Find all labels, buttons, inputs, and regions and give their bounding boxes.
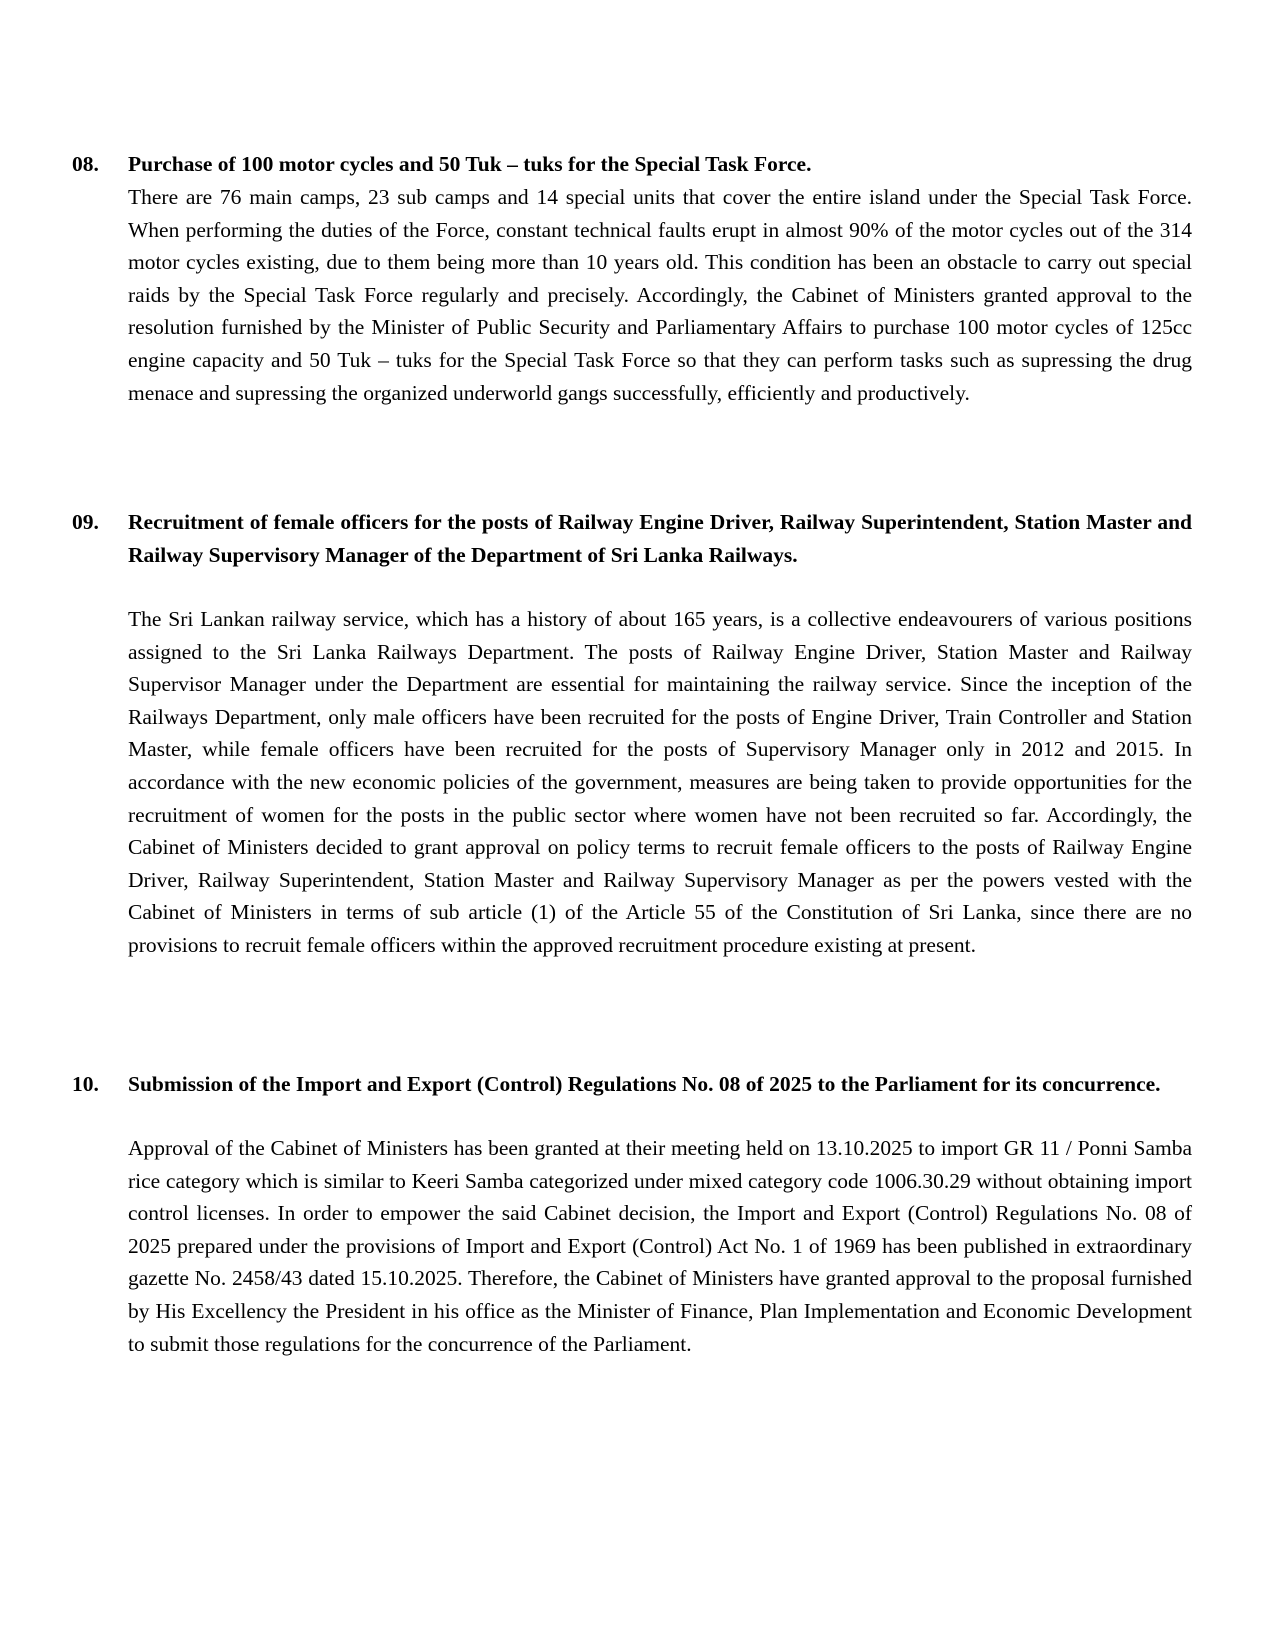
- item-number: 10.: [72, 1072, 99, 1096]
- item-title: Submission of the Import and Export (Control) Regulations No. 08 of 2025 to the Parliament for its concurrence.: [128, 1072, 1161, 1096]
- item-heading: [72, 506, 1192, 572]
- item-number: 09.: [72, 510, 99, 534]
- decision-item-09: [72, 506, 1192, 962]
- decision-item-10: [72, 1068, 1192, 1360]
- item-heading: [72, 1068, 1192, 1101]
- item-body: Approval of the Cabinet of Ministers has been granted at their meeting held on 13.10.2025 to import GR 11 / Ponni Samba rice category which is similar to Keeri Samba categorized under mixed category code 1006.30.29 without obtaining import control licenses. In order to empower the said Cabinet decision, the Import and Export (Control) Regulations No. 08 of 2025 prepared under the provisions of Import and Export (Control) Act No. 1 of 1969 has been published in extraordinary gazette No. 2458/43 dated 15.10.2025. Therefore, the Cabinet of Ministers have granted approval to the proposal furnished by His Excellency the President in his office as the Minister of Finance, Plan Implementation and Economic Development to submit those regulations for the concurrence of the Parliament.: [128, 1136, 1192, 1356]
- item-title: Purchase of 100 motor cycles and 50 Tuk – tuks for the Special Task Force.: [128, 152, 812, 176]
- item-title: Recruitment of female officers for the posts of Railway Engine Driver, Railway Superintendent, Station Master and Railway Supervisory Manager of the Department of Sri Lanka Railways.: [128, 510, 1192, 567]
- decision-item-08: [72, 148, 1192, 409]
- item-number: 08.: [72, 152, 99, 176]
- item-heading: [72, 148, 1192, 181]
- item-body: The Sri Lankan railway service, which has a history of about 165 years, is a collective endeavourers of various positions assigned to the Sri Lanka Railways Department. The posts of Railway Engine Driver, Station Master and Railway Supervisor Manager under the Department are essential for maintaining the railway service. Since the inception of the Railways Department, only male officers have been recruited for the posts of Engine Driver, Train Controller and Station Master, while female officers have been recruited for the posts of Supervisory Manager only in 2012 and 2015. In accordance with the new economic policies of the government, measures are being taken to provide opportunities for the recruitment of women for the posts in the public sector where women have not been recruited so far. Accordingly, the Cabinet of Ministers decided to grant approval on policy terms to recruit female officers to the posts of Railway Engine Driver, Railway Superintendent, Station Master and Railway Supervisory Manager as per the powers vested with the Cabinet of Ministers in terms of sub article (1) of the Article 55 of the Constitution of Sri Lanka, since there are no provisions to recruit female officers within the approved recruitment procedure existing at present.: [128, 607, 1192, 957]
- item-body: There are 76 main camps, 23 sub camps and 14 special units that cover the entire island under the Special Task Force. When performing the duties of the Force, constant technical faults erupt in almost 90% of the motor cycles out of the 314 motor cycles existing, due to them being more than 10 years old. This condition has been an obstacle to carry out special raids by the Special Task Force regularly and precisely. Accordingly, the Cabinet of Ministers granted approval to the resolution furnished by the Minister of Public Security and Parliamentary Affairs to purchase 100 motor cycles of 125cc engine capacity and 50 Tuk – tuks for the Special Task Force so that they can perform tasks such as supressing the drug menace and supressing the organized underworld gangs successfully, efficiently and productively.: [128, 185, 1192, 405]
